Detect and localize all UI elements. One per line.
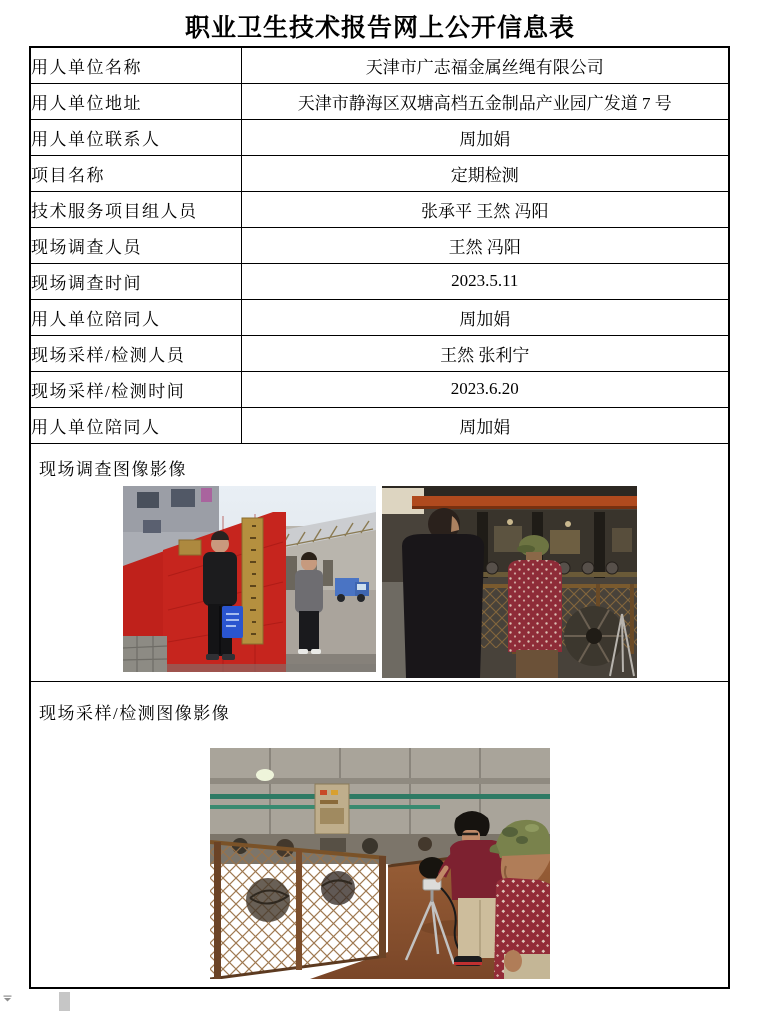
row-value: 王然 张利宁	[241, 335, 729, 371]
row-label: 现场采样/检测人员	[30, 335, 241, 371]
row-label: 用人单位名称	[30, 47, 241, 83]
survey-photo-workshop	[382, 486, 637, 678]
survey-images-row	[30, 443, 729, 681]
row-value: 王然 冯阳	[241, 227, 729, 263]
table-row	[30, 263, 729, 299]
lamp	[256, 769, 274, 781]
row-value: 周加娟	[241, 299, 729, 335]
foreman	[489, 819, 549, 978]
row-value: 天津市静海区双塘高档五金制品产业园广发道 7 号	[241, 83, 729, 119]
row-value: 2023.6.20	[241, 371, 729, 407]
table-row	[30, 119, 729, 155]
row-label: 现场采样/检测时间	[30, 371, 241, 407]
table-row	[30, 47, 729, 83]
row-label: 现场调查人员	[30, 227, 241, 263]
table-row	[30, 407, 729, 443]
row-label: 用人单位联系人	[30, 119, 241, 155]
sampling-images-row	[30, 681, 729, 988]
table-row	[30, 371, 729, 407]
rope-reel	[564, 606, 624, 666]
row-value: 2023.5.11	[241, 263, 729, 299]
row-label: 技术服务项目组人员	[30, 191, 241, 227]
sampling-images-label: 现场采样/检测图像影像	[39, 703, 231, 723]
scrollbar-thumb[interactable]	[59, 992, 70, 1011]
row-label: 用人单位陪同人	[30, 299, 241, 335]
ground-shadow	[167, 664, 376, 672]
row-value: 天津市广志福金属丝绳有限公司	[241, 47, 729, 83]
survey-images-label: 现场调查图像影像	[39, 460, 187, 479]
row-label: 现场调查时间	[30, 263, 241, 299]
table-row	[30, 191, 729, 227]
page-title: 职业卫生技术报告网上公开信息表	[184, 15, 575, 42]
info-table	[29, 46, 730, 989]
table-row	[30, 83, 729, 119]
survey-photo-gate	[123, 486, 376, 672]
green-pipe	[210, 794, 550, 799]
wire-fence	[210, 842, 386, 979]
row-label: 用人单位地址	[30, 83, 241, 119]
control-cabinet	[315, 784, 349, 834]
table-row	[30, 335, 729, 371]
row-value: 定期检测	[241, 155, 729, 191]
row-value: 张承平 王然 冯阳	[241, 191, 729, 227]
table-row	[30, 155, 729, 191]
scroll-marker-icon[interactable]	[3, 995, 12, 1002]
row-label: 项目名称	[30, 155, 241, 191]
sampling-photo-measurement	[210, 748, 550, 979]
row-label: 用人单位陪同人	[30, 407, 241, 443]
table-row	[30, 299, 729, 335]
row-value: 周加娟	[241, 407, 729, 443]
table-row	[30, 227, 729, 263]
row-value: 周加娟	[241, 119, 729, 155]
